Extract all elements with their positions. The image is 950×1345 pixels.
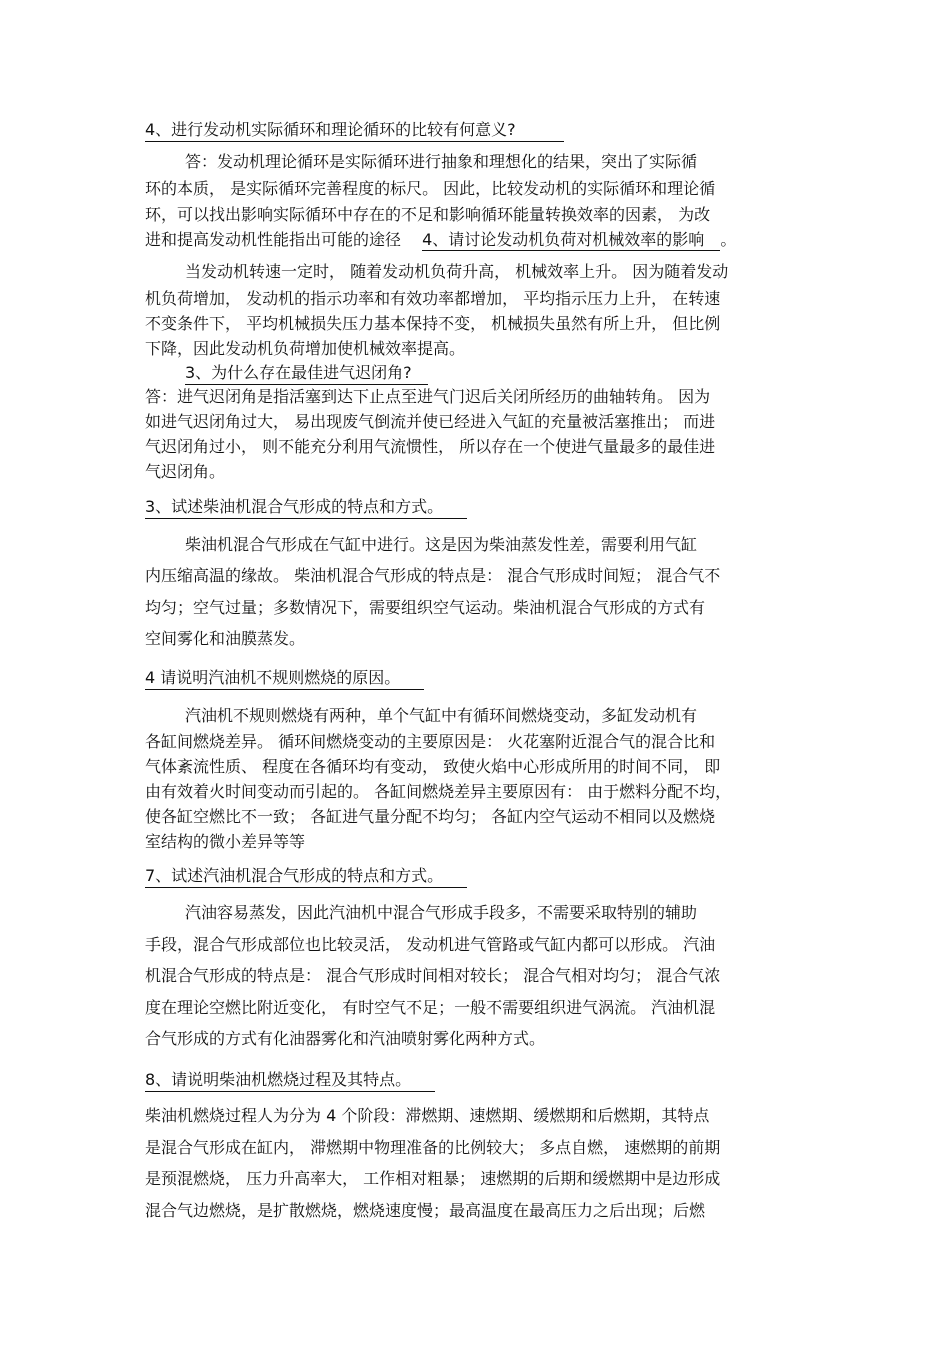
answer-line: 柴油机混合气形成在气缸中进行。这是因为柴油蒸发性差，需要利用气缸 <box>185 535 698 554</box>
question-heading: 8、请说明柴油机燃烧过程及其特点。 <box>145 1070 435 1092</box>
answer-line: 环的本质， 是实际循环完善程度的标尺。 因此，比较发动机的实际循环和理论循 <box>145 179 716 198</box>
question-heading: 4、进行发动机实际循环和理论循环的比较有何意义? <box>145 120 564 142</box>
answer-line: 由有效着火时间变动而引起的。 各缸间燃烧差异主要原因有： 由于燃料分配不均， <box>145 782 732 801</box>
question-heading: 7、试述汽油机混合气形成的特点和方式。 <box>145 866 467 888</box>
answer-line: 汽油机不规则燃烧有两种，单个气缸中有循环间燃烧变动，多缸发动机有 <box>185 706 698 725</box>
answer-line-text: 进和提高发动机性能指出可能的途径 <box>145 230 402 249</box>
answer-line: 环，可以找出影响实际循环中存在的不足和影响循环能量转换效率的因素， 为改 <box>145 205 711 224</box>
answer-line: 如进气迟闭角过大， 易出现废气倒流并使已经进入气缸的充量被活塞推出； 而进 <box>145 412 716 431</box>
answer-line: 答：进气迟闭角是指活塞到达下止点至进气门迟后关闭所经历的曲轴转角。 因为 <box>145 387 711 406</box>
answer-line: 柴油机燃烧过程人为分为 4 个阶段：滞燃期、速燃期、缓燃期和后燃期，其特点 <box>145 1106 710 1125</box>
answer-line: 各缸间燃烧差异。 循环间燃烧变动的主要原因是： 火花塞附近混合气的混合比和 <box>145 732 716 751</box>
answer-line: 空间雾化和油膜蒸发。 <box>145 629 306 648</box>
answer-line: 下降，因此发动机负荷增加使机械效率提高。 <box>145 339 466 358</box>
question-heading: 3、为什么存在最佳进气迟闭角? <box>185 363 428 385</box>
answer-line: 当发动机转速一定时， 随着发动机负荷升高， 机械效率上升。 因为随着发动 <box>185 262 729 281</box>
answer-line: 气体紊流性质、 程度在各循环均有变动， 致使火焰中心形成所用的时间不同， 即 <box>145 757 721 776</box>
answer-line: 使各缸空燃比不一致； 各缸进气量分配不均匀； 各缸内空气运动不相同以及燃烧 <box>145 807 716 826</box>
answer-line: 气迟闭角过小， 则不能充分利用气流惯性， 所以存在一个使进气量最多的最佳进 <box>145 437 716 456</box>
answer-line: 是预混燃烧， 压力升高率大， 工作相对粗暴； 速燃期的后期和缓燃期中是边形成 <box>145 1169 721 1188</box>
answer-line: 气迟闭角。 <box>145 462 226 481</box>
answer-line: 汽油容易蒸发，因此汽油机中混合气形成手段多，不需要采取特别的辅助 <box>185 903 698 922</box>
answer-line: 不变条件下， 平均机械损失压力基本保持不变， 机械损失虽然有所上升， 但比例 <box>145 314 721 333</box>
answer-line: 答：发动机理论循环是实际循环进行抽象和理想化的结果，突出了实际循 <box>185 152 698 171</box>
question-heading: 4 请说明汽油机不规则燃烧的原因。 <box>145 668 424 690</box>
question-heading-inline: 4、请讨论发动机负荷对机械效率的影响 <box>422 230 705 249</box>
answer-line: 机混合气形成的特点是： 混合气形成时间相对较长； 混合气相对均匀； 混合气浓 <box>145 966 721 985</box>
answer-line: 均匀；空气过量；多数情况下，需要组织空气运动。柴油机混合气形成的方式有 <box>145 598 706 617</box>
answer-line: 度在理论空燃比附近变化， 有时空气不足；一般不需要组织进气涡流。 汽油机混 <box>145 998 716 1017</box>
answer-line: 合气形成的方式有化油器雾化和汽油喷射雾化两种方式。 <box>145 1029 546 1048</box>
answer-line: 机负荷增加， 发动机的指示功率和有效功率都增加， 平均指示压力上升， 在转速 <box>145 289 721 308</box>
answer-line: 进和提高发动机性能指出可能的途径 4、请讨论发动机负荷对机械效率的影响 。 <box>145 230 737 249</box>
answer-line: 室结构的微小差异等等 <box>145 832 306 851</box>
answer-line: 混合气边燃烧，是扩散燃烧，燃烧速度慢；最高温度在最高压力之后出现；后燃 <box>145 1201 706 1220</box>
answer-line: 内压缩高温的缘故。 柴油机混合气形成的特点是： 混合气形成时间短； 混合气不 <box>145 566 721 585</box>
question-heading: 3、试述柴油机混合气形成的特点和方式。 <box>145 497 467 519</box>
answer-line: 手段，混合气形成部位也比较灵活， 发动机进气管路或气缸内都可以形成。 汽油 <box>145 935 716 954</box>
answer-line: 是混合气形成在缸内， 滞燃期中物理准备的比例较大； 多点自燃， 速燃期的前期 <box>145 1138 721 1157</box>
